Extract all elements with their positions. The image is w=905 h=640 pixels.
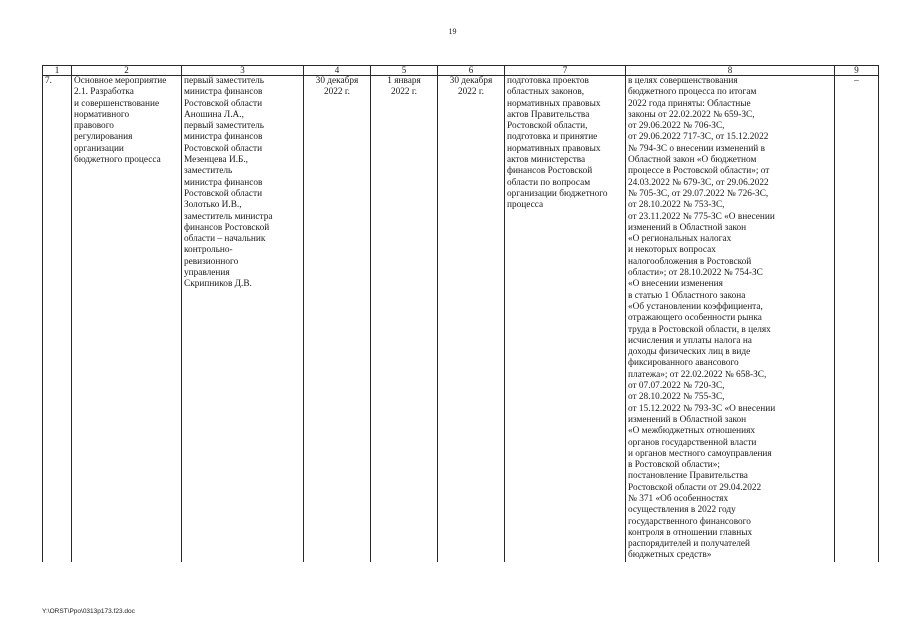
cell-line: в целях совершенствования xyxy=(628,76,738,86)
actual-end-date-cell xyxy=(438,76,505,562)
cell-line: заместитель министра xyxy=(184,211,273,222)
cell-line: изменений в Областной закон xyxy=(628,414,747,425)
cell-line: № 705-ЗС, от 29.07.2022 № 726-ЗС, xyxy=(628,188,769,199)
col-header-7: 7 xyxy=(505,66,626,76)
actual-start-date-cell xyxy=(371,76,438,562)
cell-line: труда в Ростовской области, в целях xyxy=(628,324,771,335)
col-header-2: 2 xyxy=(72,66,182,76)
cell-line: и органов местного самоуправления xyxy=(628,448,772,459)
cell-line: № 371 «Об особенностях xyxy=(628,493,729,504)
cell-line: и совершенствование xyxy=(74,98,160,109)
col-header-1: 1 xyxy=(43,66,72,76)
cell-line: в статью 1 Областного закона xyxy=(628,290,746,301)
cell-line: от 23.11.2022 № 775-ЗС «О внесении xyxy=(628,211,775,222)
cell-line: Золотько И.В., xyxy=(184,200,242,211)
cell-line: платежа»; от 22.02.2022 № 658-ЗС, xyxy=(628,369,767,380)
cell-line: Аношина Л.А., xyxy=(184,109,244,120)
cell-line: законы от 22.02.2022 № 659-ЗС, xyxy=(628,109,755,120)
planned-end-date-cell xyxy=(304,76,371,562)
col-header-8: 8 xyxy=(626,66,835,76)
cell-line: министра финансов xyxy=(184,177,263,188)
cell-line: 2022 г. xyxy=(390,87,417,98)
file-path-footer: Y:\ORST\Ppo\0313p173.f23.doc xyxy=(42,608,135,615)
cell-line: от 15.12.2022 № 793-ЗС «О внесении xyxy=(628,403,776,414)
cell-line: отражающего особенности рынка xyxy=(628,313,762,324)
cell-line: осуществления в 2022 году xyxy=(628,505,736,516)
cell-line: 30 декабря xyxy=(449,76,493,86)
measure-cell xyxy=(72,76,182,562)
cell-line: подготовка и принятие xyxy=(507,132,598,143)
cell-line: распорядителей и получателей xyxy=(628,539,750,550)
col-header-6: 6 xyxy=(438,66,505,76)
cell-line: организации бюджетного xyxy=(507,188,608,199)
row-number-cell: 7. xyxy=(43,76,72,562)
cell-line: «О внесении изменения xyxy=(628,279,723,290)
col-header-9: 9 xyxy=(835,66,879,76)
cell-line: «Об установлении коэффициента, xyxy=(628,301,763,312)
executor-cell xyxy=(182,76,304,562)
report-table xyxy=(42,65,879,562)
cell-line: от 29.06.2022 № 706-ЗС, xyxy=(628,121,725,132)
cell-line: бюджетных средств» xyxy=(628,550,712,561)
page-number: 19 xyxy=(448,27,457,36)
cell-line: регулирования xyxy=(74,132,133,143)
cell-line: министра финансов xyxy=(184,87,263,98)
note-cell: – xyxy=(835,76,879,562)
cell-line: 1 января xyxy=(387,76,421,86)
cell-line: контрольно- xyxy=(184,245,233,256)
cell-line: нормативных правовых xyxy=(507,143,601,154)
planned-result-cell xyxy=(505,76,626,562)
column-number-row xyxy=(43,66,879,76)
cell-line: области – начальник xyxy=(184,234,266,245)
cell-line: первый заместитель xyxy=(184,76,264,86)
cell-line: процессе в Ростовской области»; от xyxy=(628,166,770,177)
cell-line: от 07.07.2022 № 720-ЗС, xyxy=(628,381,725,392)
cell-line: и некоторых вопросах xyxy=(628,245,716,256)
cell-line: финансов Ростовской xyxy=(507,166,593,177)
cell-line: от 28.10.2022 № 753-ЗС, xyxy=(628,200,725,211)
cell-line: первый заместитель xyxy=(184,121,264,132)
cell-line: нормативных правовых xyxy=(507,98,601,109)
cell-line: Основное мероприятие xyxy=(74,76,167,86)
cell-line: областных законов, xyxy=(507,87,585,98)
cell-line: Ростовской области xyxy=(184,188,263,199)
cell-line: от 28.10.2022 № 755-ЗС, xyxy=(628,392,725,403)
cell-line: «О межбюджетных отношениях xyxy=(628,426,755,437)
cell-line: бюджетного процесса xyxy=(74,155,161,166)
cell-line: 2022 года приняты: Областные xyxy=(628,98,751,109)
cell-line: изменений в Областной закон xyxy=(628,222,747,233)
actual-result-cell xyxy=(626,76,835,562)
cell-line: постановление Правительства xyxy=(628,471,748,482)
cell-line: ревизионного xyxy=(184,256,239,267)
cell-line: Ростовской области, xyxy=(507,121,588,132)
cell-line: 2022 г. xyxy=(323,87,350,98)
cell-line: заместитель xyxy=(184,166,233,177)
cell-line: 30 декабря xyxy=(315,76,359,86)
cell-line: министра финансов xyxy=(184,132,263,143)
cell-line: 2022 г. xyxy=(457,87,484,98)
cell-line: управления xyxy=(184,268,230,279)
cell-line: финансов Ростовской xyxy=(184,222,270,233)
col-header-3: 3 xyxy=(182,66,304,76)
cell-line: 2.1. Разработка xyxy=(74,87,134,98)
cell-line: правового xyxy=(74,121,114,132)
cell-line: Ростовской области от 29.04.2022 xyxy=(628,482,762,493)
cell-line: от 29.06.2022 717-ЗС, от 15.12.2022 xyxy=(628,132,769,143)
cell-line: доходы физических лиц в виде xyxy=(628,347,751,358)
cell-line: Мезенцева И.Б., xyxy=(184,155,249,166)
cell-line: нормативного xyxy=(74,109,130,120)
cell-line: № 794-ЗС о внесении изменений в xyxy=(628,143,765,154)
cell-line: Скрипников Д.В. xyxy=(184,279,252,290)
cell-line: Ростовской области xyxy=(184,143,263,154)
cell-line: Областной закон «О бюджетном xyxy=(628,155,757,166)
col-header-5: 5 xyxy=(371,66,438,76)
table-row xyxy=(43,76,879,562)
cell-line: области»; от 28.10.2022 № 754-ЗС xyxy=(628,268,763,279)
cell-line: «О региональных налогах xyxy=(628,234,732,245)
cell-line: контроля в отношении главных xyxy=(628,527,753,538)
cell-line: в Ростовской области»; xyxy=(628,460,721,471)
cell-line: актов Правительства xyxy=(507,109,590,120)
cell-line: подготовка проектов xyxy=(507,76,589,86)
cell-line: актов министерства xyxy=(507,155,586,166)
cell-line: исчисления и уплаты налога на xyxy=(628,335,752,346)
cell-line: бюджетного процесса по итогам xyxy=(628,87,757,98)
cell-line: Ростовской области xyxy=(184,98,263,109)
cell-line: фиксированного авансового xyxy=(628,358,739,369)
cell-line: налогообложения в Ростовской xyxy=(628,256,752,267)
cell-line: государственного финансового xyxy=(628,516,751,527)
cell-line: процесса xyxy=(507,200,544,211)
col-header-4: 4 xyxy=(304,66,371,76)
cell-line: 24.03.2022 № 679-ЗС, от 29.06.2022 xyxy=(628,177,769,188)
cell-line: органов государственной власти xyxy=(628,437,757,448)
cell-line: области по вопросам xyxy=(507,177,591,188)
cell-line: организации xyxy=(74,143,124,154)
